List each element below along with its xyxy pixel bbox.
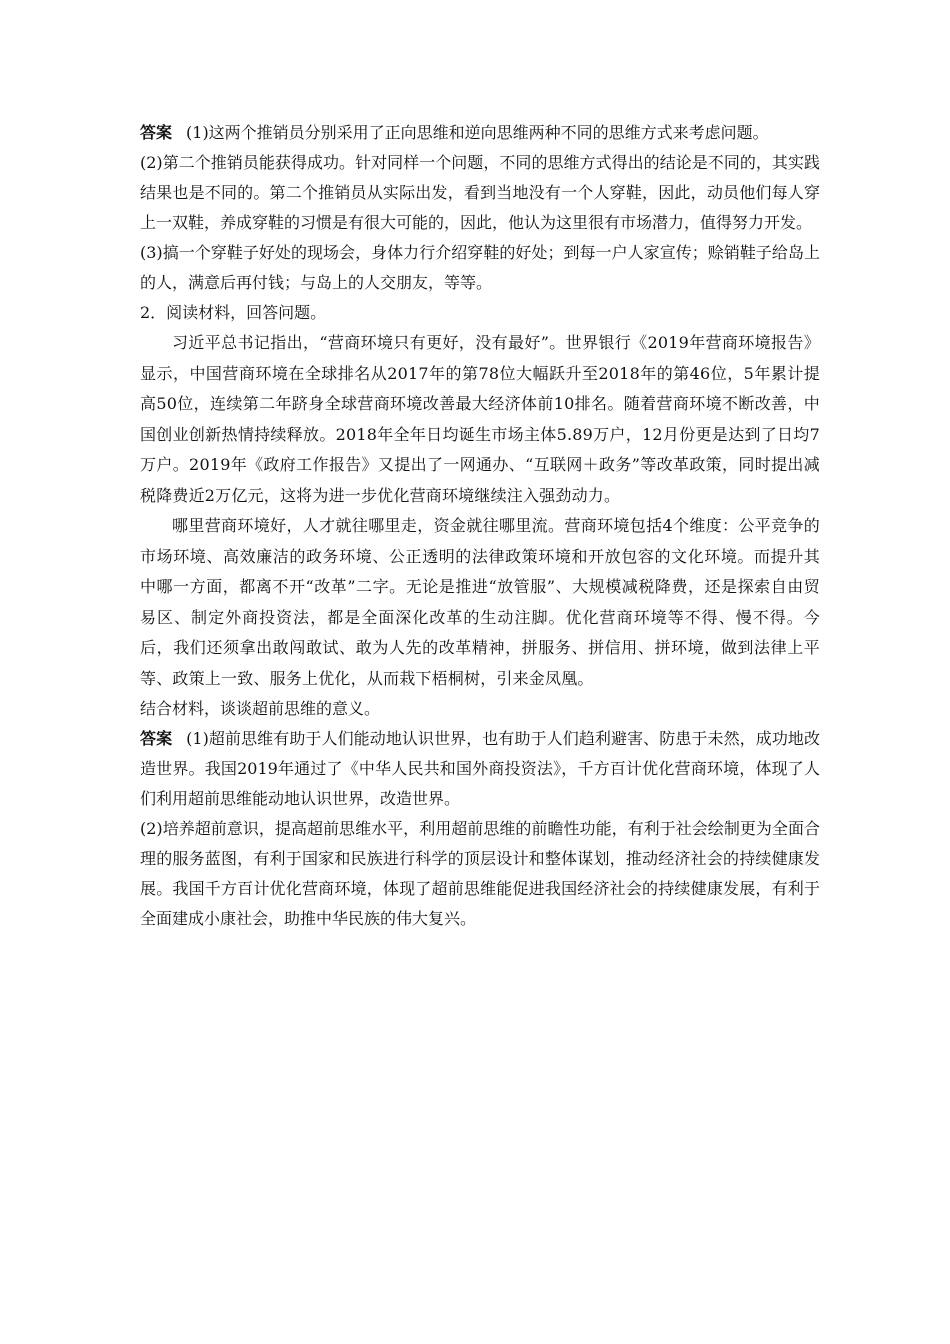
answer-label: 答案: [140, 123, 173, 142]
answer1-part2: (2)第二个推销员能获得成功。针对同样一个问题，不同的思维方式得出的结论是不同的，其实践结果也是不同的。第二个推销员从实际出发，看到当地没有一个人穿鞋，因此，动员他们每人穿上一双鞋，养成穿鞋的习惯是有很大可能的，因此，他认为这里很有市场潜力，值得努力开发。: [140, 153, 820, 232]
answer2-part1: [140, 724, 820, 814]
question2-heading: 2．阅读材料，回答问题。: [140, 303, 327, 322]
material-paragraph-1: 习近平总书记指出，“营商环境只有更好，没有最好”。世界银行《2019年营商环境报告》显示，中国营商环境在全球排名从2017年的第78位大幅跃升至2018年的第46位，5年累计提高50位，连续第二年跻身全球营商环境改善最大经济体前10排名。随着营商环境不断改善，中国创业创新热情持续释放。2018年全年日均诞生市场主体5.89万户，12月份更是达到了日均7万户。2019年《政府工作报告》又提出了一网通办、“互联网＋政务”等改革政策，同时提出减税降费近2万亿元，这将为进一步优化营商环境继续注入强劲动力。: [140, 333, 820, 505]
answer2-part1-text: (1)超前思维有助于人们能动地认识世界，也有助于人们趋利避害、防患于未然，成功地改造世界。我国2019年通过了《中华人民共和国外商投资法》，千方百计优化营商环境，体现了人们利用超前思维能动地认识世界，改造世界。: [140, 729, 820, 808]
question2-prompt: 结合材料，谈谈超前思维的意义。: [140, 699, 381, 718]
material-paragraph-2: 哪里营商环境好，人才就往哪里走，资金就往哪里流。营商环境包括4个维度：公平竞争的市场环境、高效廉洁的政务环境、公正透明的法律政策环境和开放包容的文化环境。而提升其中哪一方面，都离不开“改革”二字。无论是推进“放管服”、大规模减税降费，还是探索自由贸易区、制定外商投资法，都是全面深化改革的生动注脚。优化营商环境等不得、慢不得。今后，我们还须拿出敢闯敢试、敢为人先的改革精神，拼服务、拼信用、拼环境，做到法律上平等、政策上一致、服务上优化，从而栽下梧桐树，引来金凤凰。: [140, 516, 820, 688]
answer1-part1: [140, 118, 820, 148]
answer1-part3: (3)搞一个穿鞋子好处的现场会，身体力行介绍穿鞋的好处；到每一户人家宣传；赊销鞋子给岛上的人，满意后再付钱；与岛上的人交朋友，等等。: [140, 243, 820, 292]
document-page: [140, 118, 820, 934]
answer1-part1-text: (1)这两个推销员分别采用了正向思维和逆向思维两种不同的思维方式来考虑问题。: [186, 123, 769, 142]
answer2-part2: (2)培养超前意识，提高超前思维水平，利用超前思维的前瞻性功能，有利于社会绘制更为全面合理的服务蓝图，有利于国家和民族进行科学的顶层设计和整体谋划，推动经济社会的持续健康发展。我国千方百计优化营商环境，体现了超前思维能促进我国经济社会的持续健康发展，有利于全面建成小康社会，助推中华民族的伟大复兴。: [140, 819, 820, 928]
answer-label: 答案: [140, 729, 173, 748]
